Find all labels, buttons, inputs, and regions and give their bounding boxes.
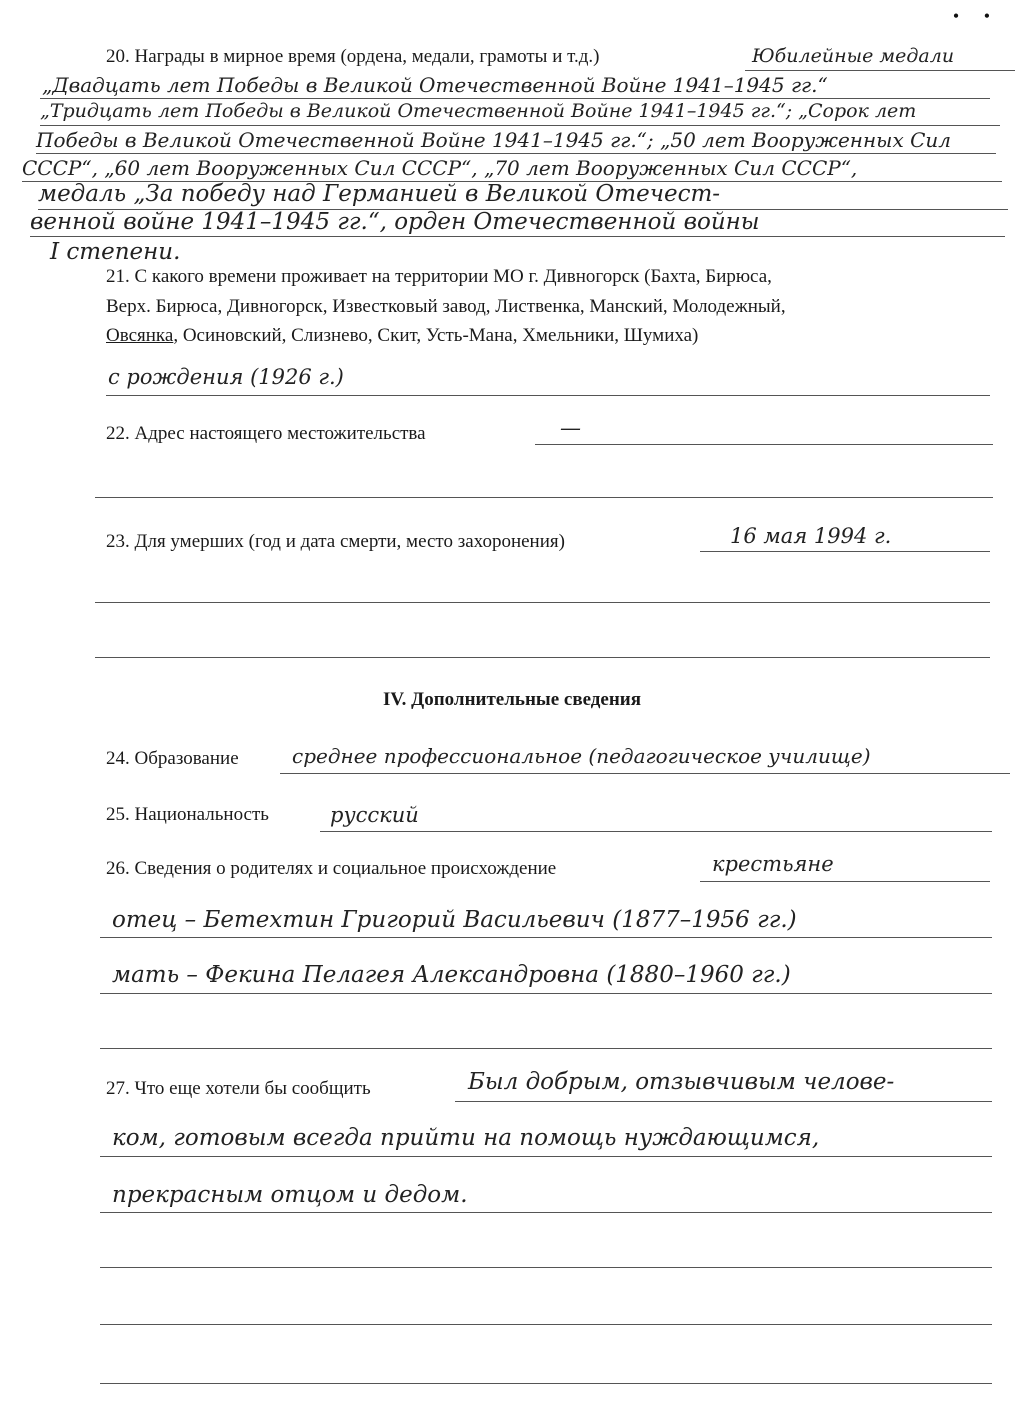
q22-rule-2: [95, 497, 993, 498]
q26-rule-2: [100, 937, 992, 938]
q24-rule: [280, 773, 1010, 774]
section-heading: IV. Дополнительные сведения: [382, 689, 642, 710]
q21-label-line-1: 21. С какого времени проживает на территории МО г. Дивногорск (Бахта, Бирюса,: [106, 266, 772, 287]
q23-rule-2: [95, 602, 990, 603]
q26-answer: крестьяне: [712, 852, 834, 876]
q25-rule: [320, 831, 992, 832]
corner-marks: • •: [952, 6, 1000, 26]
q21-label-line-2: Верх. Бирюса, Дивногорск, Известковый завод, Лиственка, Манский, Молодежный,: [106, 296, 786, 317]
q20-answer-line-4: Победы в Великой Отечественной Войне 1941–1945 гг.“; „50 лет Вооруженных Сил: [36, 128, 951, 152]
q24-answer: среднее профессиональное (педагогическое училище): [292, 744, 871, 768]
q26-label: 26. Сведения о родителях и социальное происхождение: [106, 858, 557, 879]
q26-rule-3: [100, 993, 992, 994]
q20-rule-3: [40, 125, 1000, 126]
q23-label: 23. Для умерших (год и дата смерти, место захоронения): [106, 531, 565, 552]
q24-label: 24. Образование: [106, 748, 239, 769]
q20-answer-line-2: „Двадцать лет Победы в Великой Отечественной Войне 1941–1945 гг.“: [42, 73, 828, 97]
q20-answer-line-5: СССР“, „60 лет Вооруженных Сил СССР“, „70 лет Вооруженных Сил СССР“,: [22, 156, 858, 180]
q25-answer: русский: [330, 803, 419, 827]
q27-rule-5: [100, 1324, 992, 1325]
q20-answer-line-7: венной войне 1941–1945 гг.“, орден Отечественной войны: [30, 209, 760, 235]
q21-label-line-3: Овсянка, Осиновский, Слизнево, Скит, Усть-Мана, Хмельники, Шумиха): [106, 325, 699, 346]
q22-rule-1: [535, 444, 993, 445]
q27-rule-4: [100, 1267, 992, 1268]
q27-rule-1: [455, 1101, 992, 1102]
q27-rule-2: [100, 1156, 992, 1157]
q26-mother: мать – Фекина Пелагея Александровна (1880–1960 гг.): [112, 962, 791, 988]
q27-answer-line-3: прекрасным отцом и дедом.: [112, 1182, 468, 1208]
q21-rule: [106, 395, 990, 396]
q20-answer-line-6: медаль „За победу над Германией в Великой Отечест-: [38, 181, 721, 207]
q21-underlined-word: Овсянка: [106, 325, 174, 346]
q22-label: 22. Адрес настоящего местожительства: [106, 423, 426, 444]
q20-label: 20. Награды в мирное время (ордена, медали, грамоты и т.д.): [106, 46, 600, 67]
q23-rule-1: [700, 551, 990, 552]
q23-rule-3: [95, 657, 990, 658]
q27-label: 27. Что еще хотели бы сообщить: [106, 1078, 371, 1099]
q21-answer: с рождения (1926 г.): [108, 365, 344, 389]
q26-rule-1: [700, 881, 990, 882]
q20-rule-4: [36, 153, 996, 154]
q22-answer: —: [560, 416, 581, 440]
q27-answer-line-2: ком, готовым всегда прийти на помощь нуждающимся,: [112, 1125, 820, 1151]
q20-answer-line-8: I степени.: [50, 239, 181, 265]
q27-rule-6: [100, 1383, 992, 1384]
q20-answer-line-1: Юбилейные медали: [752, 45, 955, 67]
q20-rule-1: [745, 70, 1015, 71]
q26-rule-4: [100, 1048, 992, 1049]
q27-rule-3: [100, 1212, 992, 1213]
q23-answer: 16 мая 1994 г.: [730, 524, 892, 548]
q27-answer-line-1: Был добрым, отзывчивым челове-: [468, 1069, 895, 1095]
q20-answer-line-3: „Тридцать лет Победы в Великой Отечественной Войне 1941–1945 гг.“; „Сорок лет: [40, 100, 917, 122]
q20-rule-7: [30, 236, 1005, 237]
q25-label: 25. Национальность: [106, 804, 269, 825]
q26-father: отец – Бетехтин Григорий Васильевич (1877–1956 гг.): [112, 907, 797, 933]
q21-label-line-3-text: Осиновский, Слизнево, Скит, Усть-Мана, Хмельники, Шумиха): [182, 325, 699, 346]
